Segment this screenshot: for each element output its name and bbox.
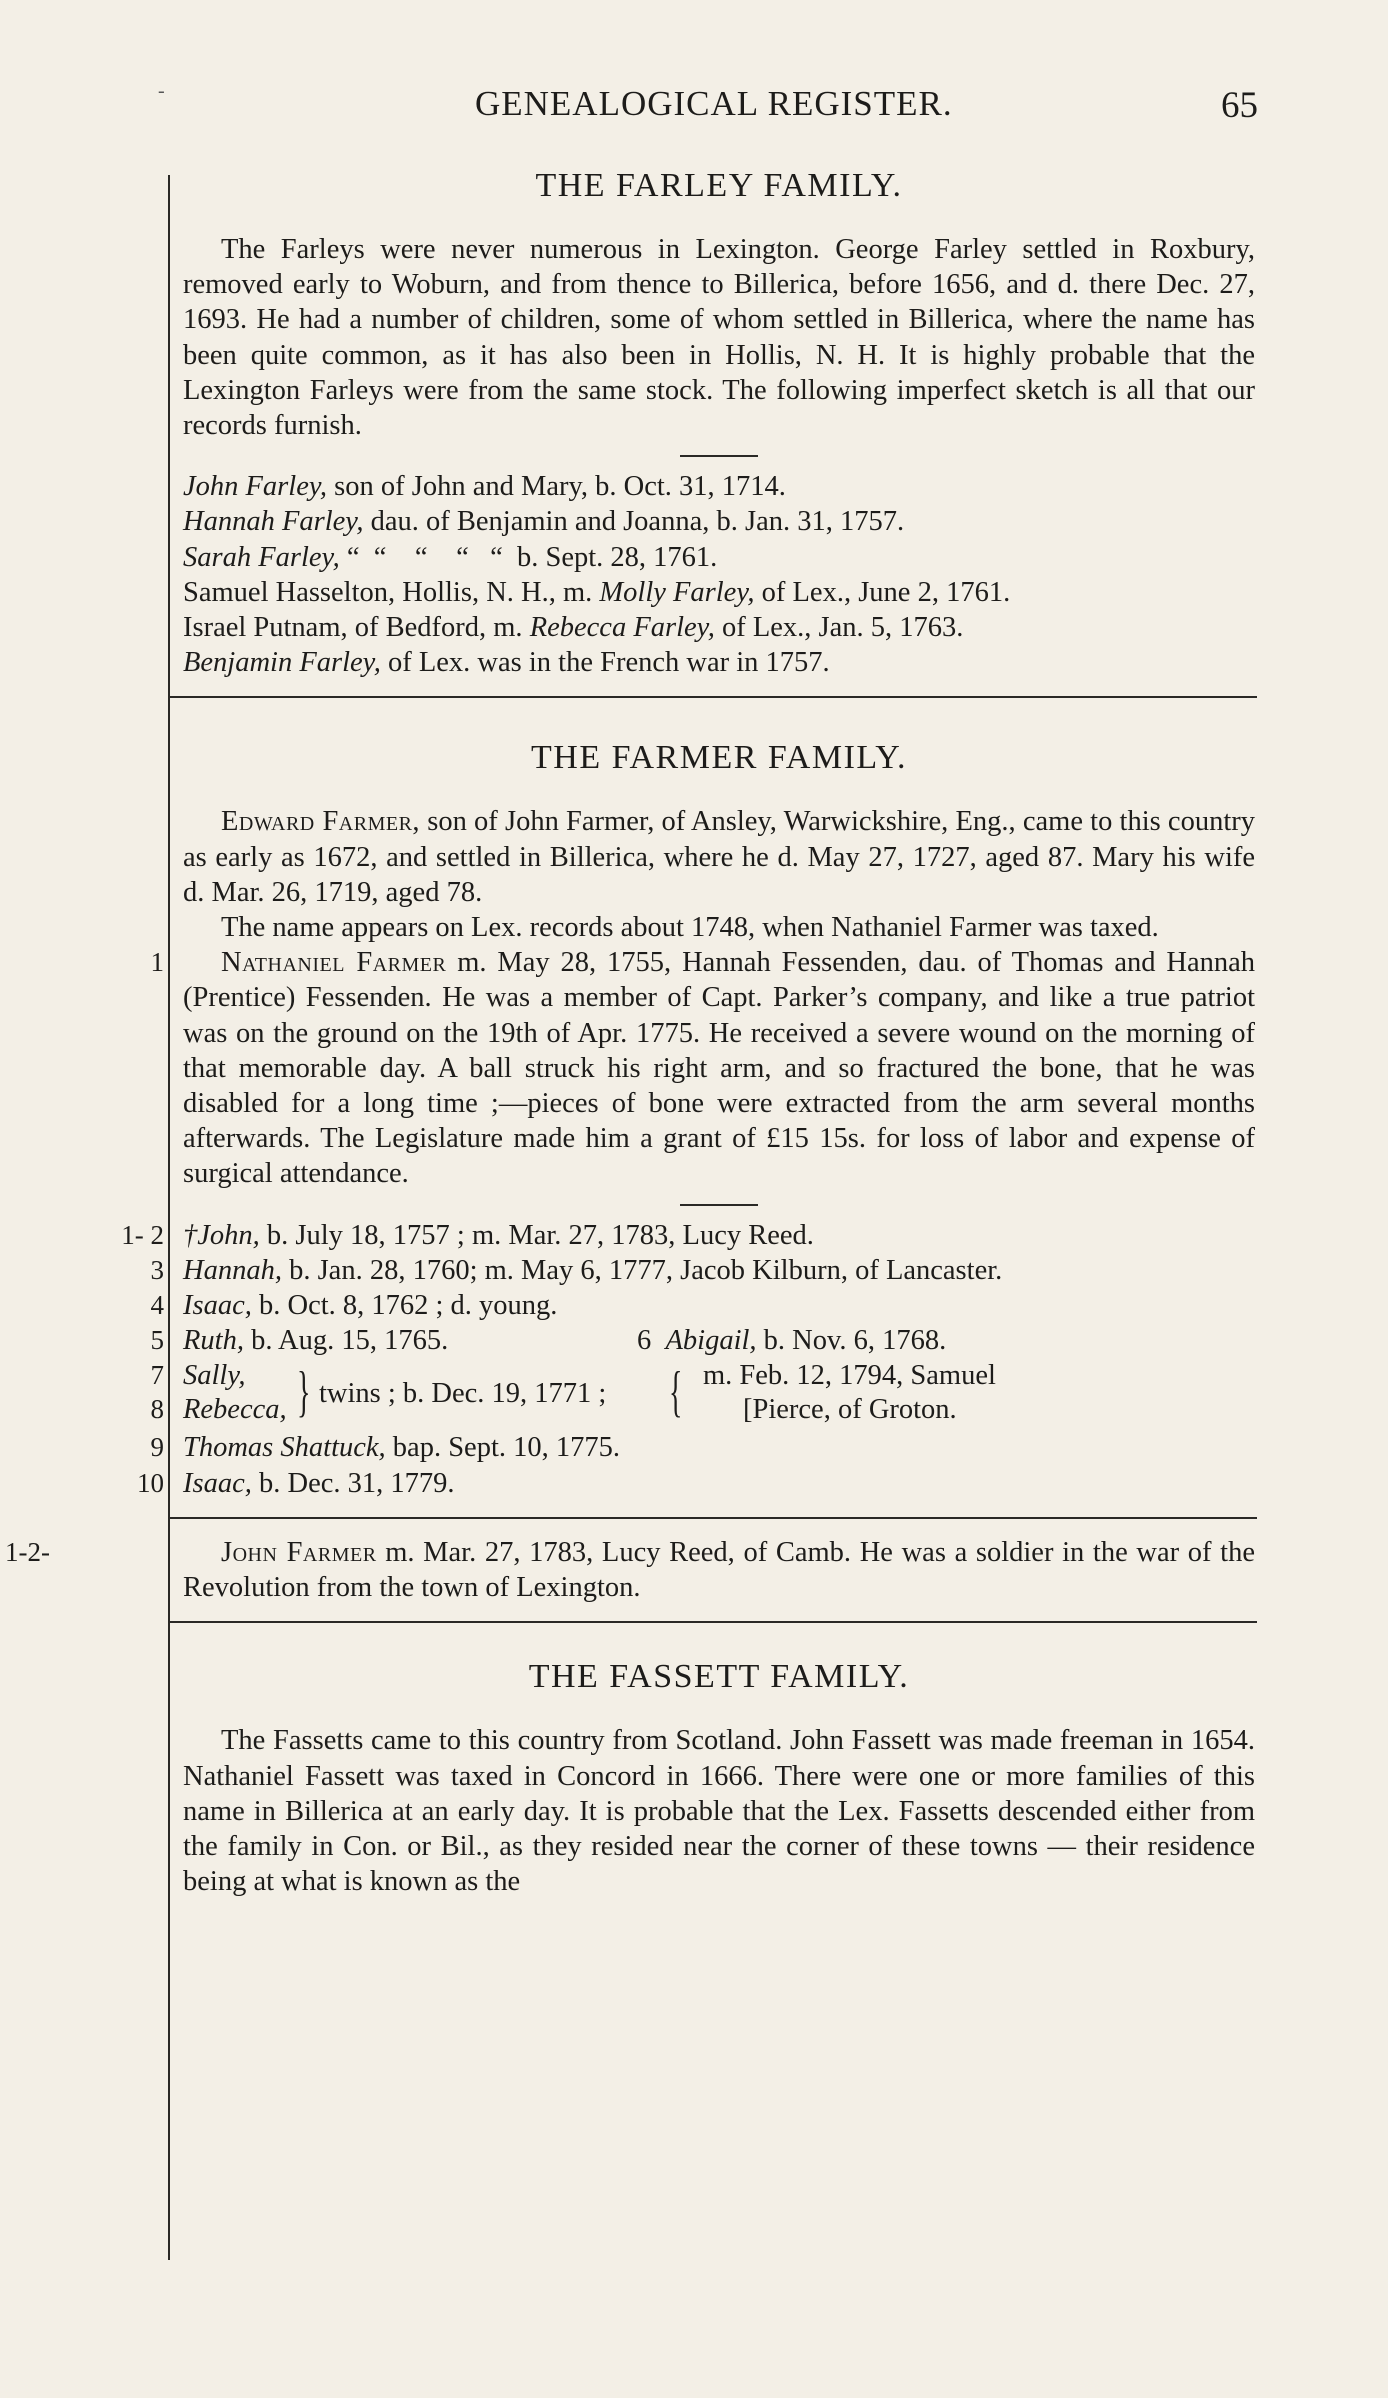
running-title: GENEALOGICAL REGISTER. bbox=[475, 84, 953, 123]
child-entry: 9 Thomas Shattuck, bap. Sept. 10, 1775. bbox=[150, 1432, 620, 1464]
short-rule bbox=[680, 455, 758, 457]
stray-mark: - bbox=[158, 80, 165, 102]
child-entry: 3 Hannah, b. Jan. 28, 1760; m. May 6, 1777, Jacob Kilburn, of Lancaster. bbox=[150, 1254, 1003, 1286]
margin-rule bbox=[168, 175, 170, 2260]
page-number: 65 bbox=[1221, 85, 1258, 126]
farmer-family-title: THE FARMER FAMILY. bbox=[531, 739, 907, 777]
farley-family-title: THE FARLEY FAMILY. bbox=[535, 167, 903, 204]
farley-entry: Sarah Farley, “ “ “ “ “ b. Sept. 28, 1761. bbox=[183, 541, 718, 573]
section-rule bbox=[169, 1517, 1257, 1519]
section-rule bbox=[169, 696, 1257, 698]
twins-entry: 7 8 Sally, Rebecca, } twins ; b. Dec. 19, 1771 ; { m. Feb. 12, 1794, Samuel [Pierce, of Groton. bbox=[150, 1360, 996, 1426]
child-entry: 5 Ruth, b. Aug. 15, 1765. 6 Abigail, b. Nov. 6, 1768. bbox=[150, 1325, 947, 1357]
farley-entry: Israel Putnam, of Bedford, m. Rebecca Farley, of Lex., Jan. 5, 1763. bbox=[183, 612, 964, 644]
page-body bbox=[5, 166, 1255, 1899]
nathaniel-entry: 1 Nathaniel Farmer m. May 28, 1755, Hannah Fessenden, dau. of Thomas and Hannah (Prentice) Fessenden. He was a member of Capt. Parker’s company, and like a true patriot was on the ground on the 19th of Apr. 1775. He received a severe wound on the morning of that memorable day. A ball struck his right arm, and so fractured the bone, that he was disabled for a long time ;—pieces of bone were extracted from the arm several months afterwards. The Legislature made him a grant of £15 15s. for loss of labor and expense of surgical attendance. bbox=[183, 945, 1255, 1191]
fassett-intro: The Fassetts came to this country from Scotland. John Fassett was made freeman in 1654. Nathaniel Fassett was taxed in Concord in 1666. There were one or more families of this name in Billerica at an early day. It is probable that the Lex. Fassetts descended either from the family in Con. or Bil., as they resided near the corner of these towns — their residence being at what is known as the bbox=[183, 1725, 1255, 1898]
child-entry: 10 Isaac, b. Dec. 31, 1779. bbox=[137, 1467, 455, 1499]
farley-entry: John Farley, son of John and Mary, b. Oct. 31, 1714. bbox=[183, 471, 786, 503]
farley-intro: The Farleys were never numerous in Lexington. George Farley settled in Roxbury, removed early to Woburn, and from thence to Billerica, before 1656, and d. there Dec. 27, 1693. He had a number of children, some of whom settled in Billerica, where the name has been quite common, as it has also been in Hollis, N. H. It is highly probable that the Lexington Farleys were from the same stock. The following imperfect sketch is all that our records furnish. bbox=[183, 234, 1255, 442]
farley-entry: Samuel Hasselton, Hollis, N. H., m. Molly Farley, of Lex., June 2, 1761. bbox=[183, 576, 1011, 608]
entry-number: 1 bbox=[150, 947, 164, 978]
child-entry: 4 Isaac, b. Oct. 8, 1762 ; d. young. bbox=[150, 1290, 558, 1322]
section-rule bbox=[169, 1621, 1257, 1623]
farmer-intro: Edward Farmer, son of John Farmer, of Ansley, Warwickshire, Eng., came to this country as early as 1672, and settled in Billerica, where he d. May 27, 1727, aged 87. Mary his wife d. Mar. 26, 1719, aged 78. bbox=[183, 806, 1255, 908]
child-entry: 1- 2 †John, b. July 18, 1757 ; m. Mar. 27, 1783, Lucy Reed. bbox=[121, 1219, 814, 1251]
running-head bbox=[170, 84, 1258, 134]
farley-entry: Benjamin Farley, of Lex. was in the French war in 1757. bbox=[183, 647, 830, 679]
short-rule bbox=[680, 1204, 758, 1206]
john-farmer-entry: 1-2- John Farmer m. Mar. 27, 1783, Lucy Reed, of Camb. He was a soldier in the war of the Revolution from the town of Lexington. bbox=[5, 1536, 1255, 1604]
farley-entry: Hannah Farley, dau. of Benjamin and Joanna, b. Jan. 31, 1757. bbox=[183, 506, 905, 538]
farmer-intro-2: The name appears on Lex. records about 1748, when Nathaniel Farmer was taxed. bbox=[221, 912, 1159, 944]
fassett-family-title: THE FASSETT FAMILY. bbox=[528, 1658, 910, 1696]
